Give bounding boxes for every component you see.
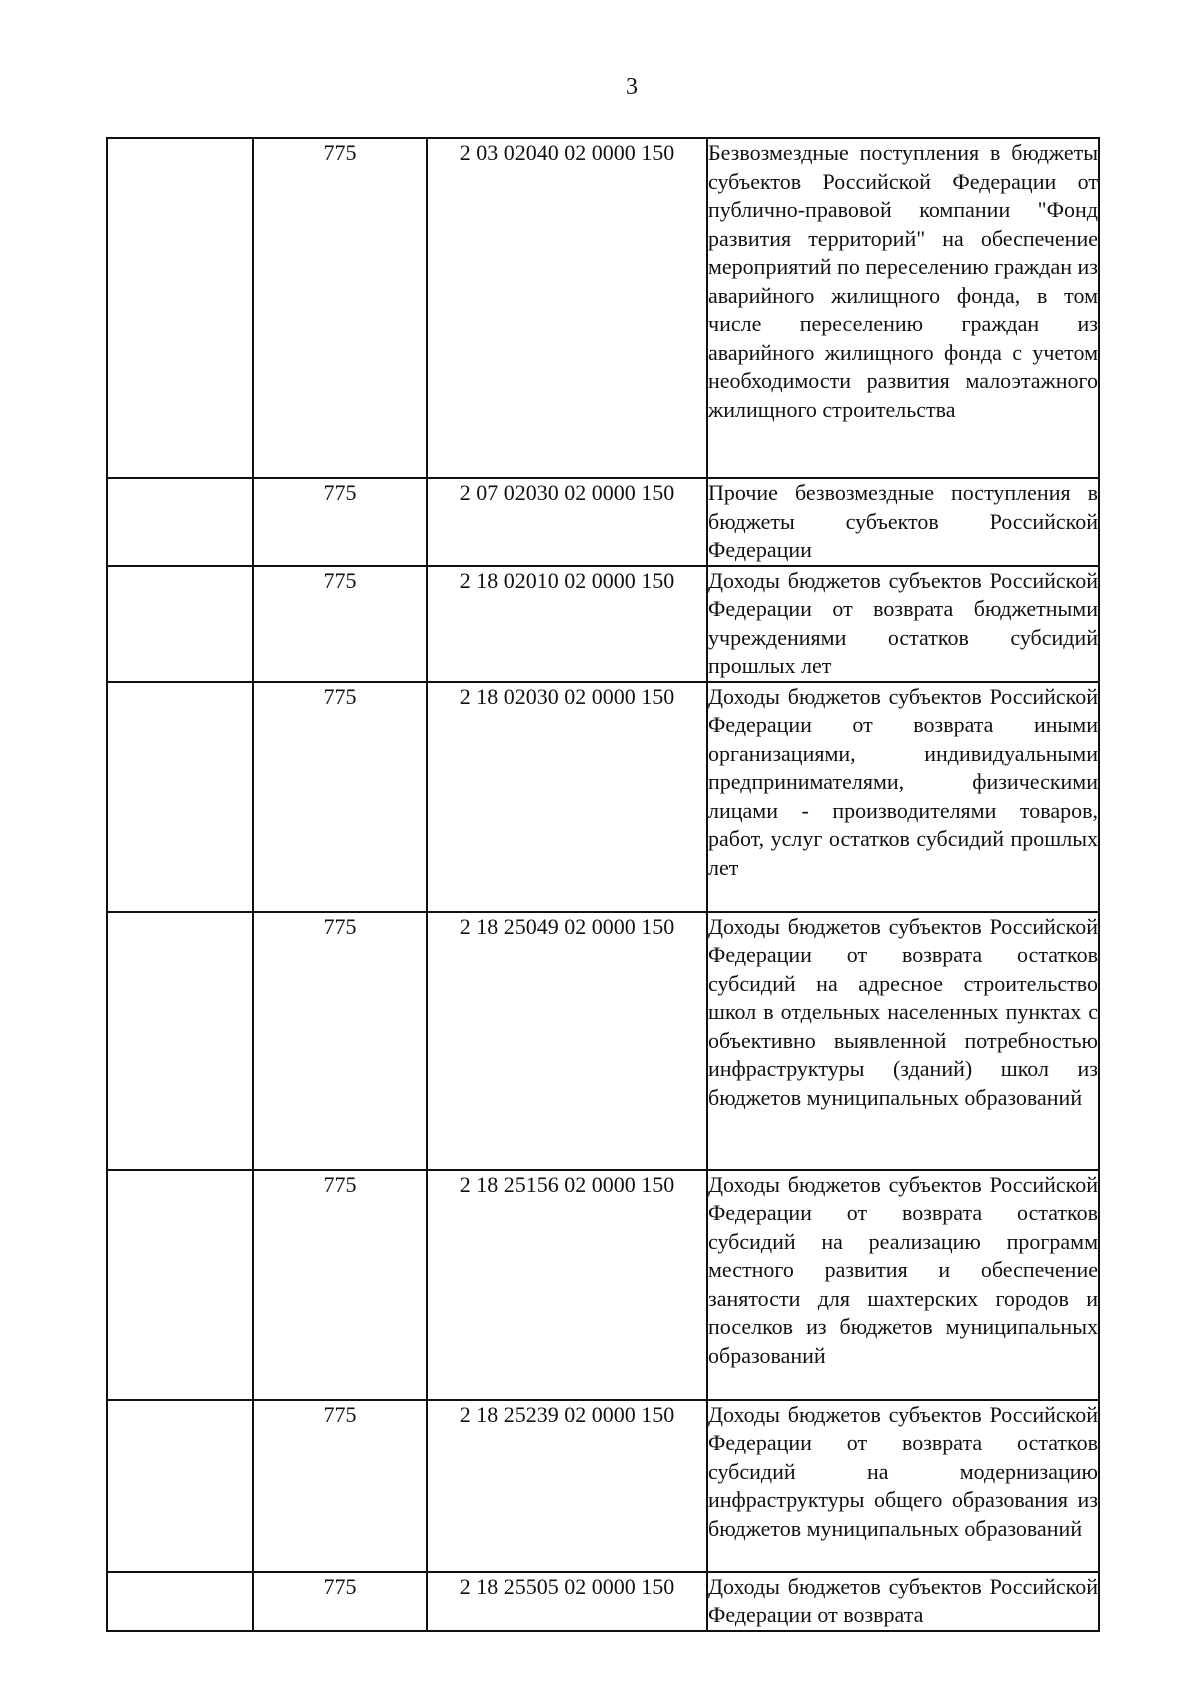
empty-cell xyxy=(107,1400,253,1572)
table-row xyxy=(107,138,1099,478)
table-row xyxy=(107,1400,1099,1572)
budget-code-cell: 2 18 25505 02 0000 150 xyxy=(427,1572,707,1631)
admin-code-cell: 775 xyxy=(253,478,427,566)
table-row xyxy=(107,1572,1099,1631)
budget-code-cell: 2 18 25049 02 0000 150 xyxy=(427,912,707,1170)
empty-cell xyxy=(107,912,253,1170)
budget-code-cell: 2 18 02030 02 0000 150 xyxy=(427,682,707,912)
description-cell: Прочие безвозмездные поступления в бюджеты субъектов Российской Федерации xyxy=(707,478,1099,566)
budget-code-cell: 2 07 02030 02 0000 150 xyxy=(427,478,707,566)
admin-code-cell: 775 xyxy=(253,682,427,912)
admin-code-cell: 775 xyxy=(253,1400,427,1572)
admin-code-cell: 775 xyxy=(253,912,427,1170)
description-cell: Доходы бюджетов субъектов Российской Федерации от возврата иными организациями, индивидуальными предпринимателями, физическими лицами - производителями товаров, работ, услуг остатков субсидий прошлых лет xyxy=(707,682,1099,912)
description-cell: Доходы бюджетов субъектов Российской Федерации от возврата остатков субсидий на реализацию программ местного развития и обеспечение занятости для шахтерских городов и поселков из бюджетов муниципальных образований xyxy=(707,1170,1099,1400)
description-cell: Безвозмездные поступления в бюджеты субъектов Российской Федерации от публично-правовой компании "Фонд развития территорий" на обеспечение мероприятий по переселению граждан из аварийного жилищного фонда, в том числе переселению граждан из аварийного жилищного фонда с учетом необходимости развития малоэтажного жилищного строительства xyxy=(707,138,1099,478)
table-row xyxy=(107,1170,1099,1400)
empty-cell xyxy=(107,478,253,566)
admin-code-cell: 775 xyxy=(253,1572,427,1631)
budget-code-cell: 2 18 02010 02 0000 150 xyxy=(427,566,707,682)
empty-cell xyxy=(107,1572,253,1631)
empty-cell xyxy=(107,138,253,478)
empty-cell xyxy=(107,682,253,912)
admin-code-cell: 775 xyxy=(253,566,427,682)
description-cell: Доходы бюджетов субъектов Российской Федерации от возврата xyxy=(707,1572,1099,1631)
budget-classification-table xyxy=(106,137,1100,1632)
table-row xyxy=(107,912,1099,1170)
description-cell: Доходы бюджетов субъектов Российской Федерации от возврата остатков субсидий на адресное строительство школ в отдельных населенных пунктах с объективно выявленной потребностью инфраструктуры (зданий) школ из бюджетов муниципальных образований xyxy=(707,912,1099,1170)
budget-code-cell: 2 03 02040 02 0000 150 xyxy=(427,138,707,478)
budget-code-cell: 2 18 25156 02 0000 150 xyxy=(427,1170,707,1400)
budget-code-cell: 2 18 25239 02 0000 150 xyxy=(427,1400,707,1572)
page-number: 3 xyxy=(626,74,638,100)
description-cell: Доходы бюджетов субъектов Российской Федерации от возврата бюджетными учреждениями остатков субсидий прошлых лет xyxy=(707,566,1099,682)
table-row xyxy=(107,566,1099,682)
table-row xyxy=(107,682,1099,912)
description-cell: Доходы бюджетов субъектов Российской Федерации от возврата остатков субсидий на модернизацию инфраструктуры общего образования из бюджетов муниципальных образований xyxy=(707,1400,1099,1572)
empty-cell xyxy=(107,566,253,682)
table-row xyxy=(107,478,1099,566)
empty-cell xyxy=(107,1170,253,1400)
admin-code-cell: 775 xyxy=(253,1170,427,1400)
admin-code-cell: 775 xyxy=(253,138,427,478)
